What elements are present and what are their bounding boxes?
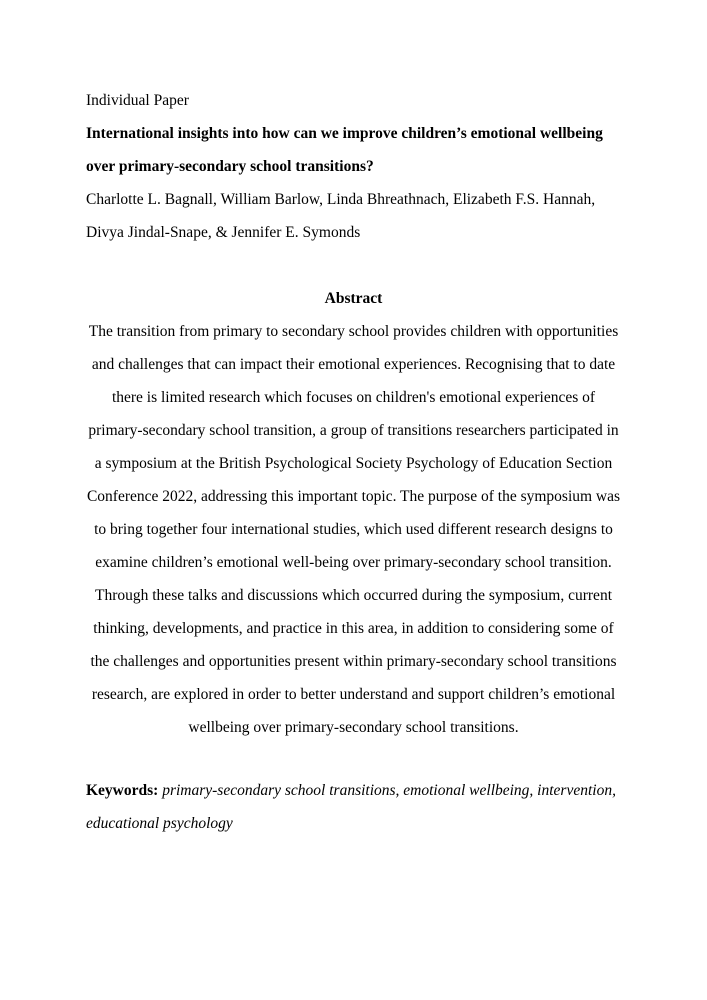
keywords-label: Keywords: (86, 782, 159, 799)
keywords-value: primary-secondary school transitions, emotional wellbeing, intervention, educational psychology (86, 782, 616, 832)
abstract-text: The transition from primary to secondary school provides children with opportunities and challenges that can impact their emotional experiences. Recognising that to date there is limited research which focuses on children's emotional experiences of primary-secondary school transition, a group of transitions researchers participated in a symposium at the British Psychological Society Psychology of Education Section Conference 2022, addressing this important topic. The purpose of the symposium was to bring together four international studies, which used different research designs to examine children’s emotional well-being over primary-secondary school transition. Through these talks and discussions which occurred during the symposium, current thinking, developments, and practice in this area, in addition to considering some of the challenges and opportunities present within primary-secondary school transitions research, are explored in order to better understand and support children’s emotional wellbeing over primary-secondary school transitions. (86, 323, 621, 736)
keywords-line (86, 774, 621, 840)
paper-authors: Charlotte L. Bagnall, William Barlow, Linda Bhreathnach, Elizabeth F.S. Hannah, Divya Jindal-Snape, & Jennifer E. Symonds (86, 191, 596, 241)
paper-type-label: Individual Paper (86, 92, 189, 109)
abstract-heading: Abstract (324, 290, 383, 307)
paper-title: International insights into how can we improve children’s emotional wellbeing over primary-secondary school transitions? (86, 125, 603, 175)
